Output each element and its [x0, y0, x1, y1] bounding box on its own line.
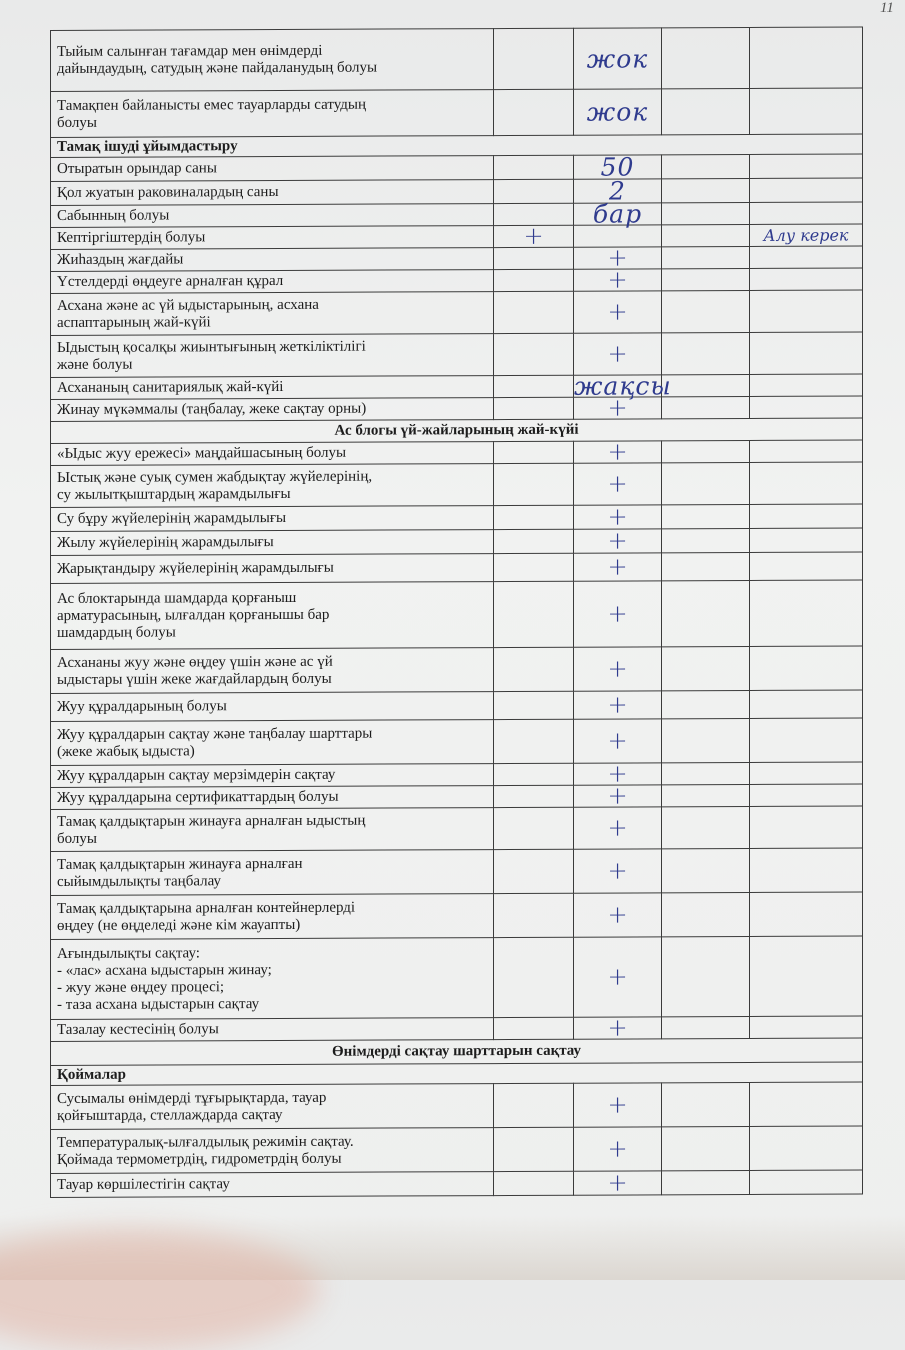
mark-cell-col-c: [750, 462, 863, 504]
mark-cell-col-c: [750, 1170, 863, 1194]
page-number: 11: [880, 0, 894, 16]
mark-cell-col-a: [494, 1127, 574, 1171]
mark-cell-col-c: [750, 178, 863, 202]
mark-cell-col-d: [662, 462, 750, 504]
mark-cell-col-d: [662, 646, 750, 690]
checklist-item-label: Тауар көршілестігін сақтау: [51, 1172, 494, 1198]
checklist-row: [51, 892, 863, 940]
checklist-row: [51, 936, 863, 1020]
mark-cell-col-d: [662, 396, 750, 418]
mark-cell-col-b: +: [574, 893, 662, 937]
checklist-row: [51, 290, 863, 336]
mark-cell-col-c: [750, 646, 863, 690]
checklist-row: [51, 580, 863, 650]
mark-cell-col-c: [750, 762, 863, 784]
checklist-item-label: Жарықтандыру жүйелерінің жарамдылығы: [51, 554, 494, 584]
checklist-row: [51, 646, 863, 694]
mark-cell-col-d: [662, 784, 750, 806]
mark-cell-col-b: +: [574, 553, 662, 581]
checklist-row: [51, 88, 863, 138]
mark-cell-col-c: [750, 27, 863, 88]
mark-cell-col-a: [494, 333, 574, 375]
checklist-item-label: Отыратын орындар саны: [51, 156, 494, 182]
checklist-item-label: Тамақ қалдықтарын жинауға арналған сыйымдылықты таңбалау: [51, 850, 494, 896]
checklist-item-label: Жылу жүйелерінің жарамдылығы: [51, 530, 494, 556]
mark-cell-col-d: [662, 88, 750, 134]
mark-cell-col-b: +: [574, 691, 662, 719]
mark-cell-col-a: [494, 269, 574, 291]
mark-cell-col-b: жок: [574, 28, 662, 89]
mark-cell-col-c: [750, 374, 863, 396]
checklist-item-label: Температуралық-ылғалдылық режимін сақтау. Қоймада термометрдің, гидрометрдің болуы: [51, 1128, 494, 1174]
mark-cell-col-b: +: [574, 463, 662, 505]
mark-cell-col-d: [662, 504, 750, 528]
checklist-item-label: Ас блоктарында шамдарда қорғаныш арматурасының, ылғалдан қорғанышы бар шамдардың болуы: [51, 582, 494, 650]
checklist-row: [51, 1126, 863, 1174]
section-heading-row: [51, 1038, 863, 1066]
checklist-item-label: Су бұру жүйелерінің жарамдылығы: [51, 506, 494, 532]
mark-cell-col-b: +: [574, 647, 662, 691]
mark-cell-col-a: +: [494, 225, 574, 247]
mark-cell-col-a: [494, 28, 574, 89]
mark-cell-col-c: [750, 1016, 863, 1038]
mark-cell-col-c: [750, 528, 863, 552]
checklist-row: [51, 1170, 863, 1198]
mark-cell-col-d: [662, 1016, 750, 1038]
mark-cell-col-d: [662, 178, 750, 202]
checklist-row: [51, 806, 863, 852]
mark-cell-col-b: +: [574, 1017, 662, 1039]
mark-cell-col-c: Алу керек: [750, 224, 863, 246]
checklist-item-label: Тамақпен байланысты емес тауарларды сатудың болуы: [51, 90, 494, 138]
mark-cell-col-b: жок: [574, 89, 662, 135]
checklist-row: [51, 848, 863, 896]
checklist-item-label: Сабынның болуы: [51, 204, 494, 228]
checklist-item-label: Үстелдерді өңдеуге арналған құрал: [51, 270, 494, 294]
checklist-item-label: Жуу құралдарын сақтау және таңбалау шарттары (жеке жабық ыдыста): [51, 720, 494, 766]
mark-cell-col-a: [494, 505, 574, 529]
mark-cell-col-b: +: [574, 849, 662, 893]
mark-cell-col-c: [750, 88, 863, 134]
mark-cell-col-d: [662, 580, 750, 646]
mark-cell-col-b: +: [574, 785, 662, 807]
mark-cell-col-d: [662, 1126, 750, 1170]
checklist-item-label: Ыдыстың қосалқы жиынтығының жеткіліктілігі және болуы: [51, 334, 494, 378]
checklist-row: [51, 690, 863, 722]
inspection-checklist-table: [50, 26, 863, 1198]
mark-cell-col-d: [662, 528, 750, 552]
mark-cell-col-b: +: [574, 529, 662, 553]
mark-cell-col-d: [662, 440, 750, 462]
mark-cell-col-a: [494, 807, 574, 849]
checklist-row: [51, 718, 863, 766]
mark-cell-col-a: [494, 1171, 574, 1195]
mark-cell-col-a: [494, 529, 574, 553]
mark-cell-col-b: жақсы: [574, 371, 672, 401]
mark-cell-col-c: [750, 806, 863, 848]
subsection-heading: Қоймалар: [51, 1062, 863, 1086]
mark-cell-col-d: [662, 202, 750, 224]
inspection-checklist-sheet: [50, 30, 865, 1198]
mark-cell-col-a: [494, 375, 574, 397]
mark-cell-col-d: [662, 762, 750, 784]
mark-cell-col-d: [662, 1170, 750, 1194]
section-heading: Ас блогы үй-жайларының жай-күйі: [51, 418, 863, 444]
checklist-item-label: Жуу құралдарының болуы: [51, 692, 494, 722]
subsection-heading: Тамақ ішуді ұйымдастыру: [51, 134, 863, 158]
mark-cell-col-b: 50: [574, 155, 662, 179]
mark-cell-col-c: [750, 440, 863, 462]
mark-cell-col-b: +: [574, 807, 662, 849]
mark-cell-col-c: [750, 1126, 863, 1170]
mark-cell-col-b: +: [574, 581, 662, 647]
mark-cell-col-a: [494, 463, 574, 505]
mark-cell-col-a: [494, 291, 574, 333]
checklist-item-label: Ағындылықты сақтау: - «лас» асхана ыдыстарын жинау; - жуу және өңдеу процесі; - таза асхана ыдыстарын сақтау: [51, 938, 494, 1020]
mark-cell-col-a: [494, 647, 574, 691]
mark-cell-col-a: [494, 937, 574, 1017]
mark-cell-col-c: [750, 552, 863, 580]
mark-cell-col-b: +: [574, 1171, 662, 1195]
checklist-item-label: Жуу құралдарына сертификаттардың болуы: [51, 786, 494, 810]
mark-cell-col-c: [750, 290, 863, 332]
mark-cell-col-c: [750, 784, 863, 806]
checklist-row: [51, 332, 863, 378]
checklist-item-label: Тазалау кестесінің болуы: [51, 1018, 494, 1042]
mark-cell-col-c: [750, 332, 863, 374]
mark-cell-col-c: [750, 504, 863, 528]
mark-cell-col-c: [750, 936, 863, 1016]
mark-cell-col-d: [662, 848, 750, 892]
mark-cell-col-a: [494, 719, 574, 763]
checklist-body: [51, 27, 863, 1198]
mark-cell-col-d: [662, 1082, 750, 1126]
mark-cell-col-d: [662, 718, 750, 762]
checklist-row: [51, 462, 863, 508]
mark-cell-col-d: [662, 374, 750, 396]
checklist-row: [51, 528, 863, 556]
mark-cell-col-b: +: [574, 937, 662, 1017]
mark-cell-col-b: +: [574, 247, 662, 269]
checklist-row: [51, 154, 863, 182]
mark-cell-col-d: [662, 552, 750, 580]
mark-cell-col-c: [750, 718, 863, 762]
mark-cell-col-c: [750, 154, 863, 178]
checklist-item-label: «Ыдыс жуу ережесі» маңдайшасының болуы: [51, 442, 494, 466]
mark-cell-col-b: +: [574, 441, 662, 463]
mark-cell-col-d: [662, 936, 750, 1016]
mark-cell-col-d: [662, 690, 750, 718]
checklist-item-label: Асхананы жуу және өңдеу үшін және ас үй ыдыстары үшін жеке жағдайлардың болуы: [51, 648, 494, 694]
mark-cell-col-a: [494, 1083, 574, 1127]
checklist-item-label: Қол жуатын раковиналардың саны: [51, 180, 494, 206]
mark-cell-col-a: [494, 179, 574, 203]
mark-cell-col-b: +: [574, 763, 662, 785]
mark-cell-col-d: [662, 224, 750, 246]
mark-cell-col-a: [494, 581, 574, 647]
mark-cell-col-c: [750, 848, 863, 892]
mark-cell-col-a: [494, 441, 574, 463]
checklist-item-label: Жуу құралдарын сақтау мерзімдерін сақтау: [51, 764, 494, 788]
mark-cell-col-d: [662, 268, 750, 290]
mark-cell-col-d: [662, 27, 750, 88]
checklist-item-label: Ыстық және суық сумен жабдықтау жүйелерінің, су жылытқыштардың жарамдылығы: [51, 464, 494, 508]
mark-cell-col-a: [494, 553, 574, 581]
mark-cell-col-d: [662, 290, 750, 332]
mark-cell-col-c: [750, 268, 863, 290]
mark-cell-col-b: +: [574, 397, 662, 419]
mark-cell-col-d: [662, 892, 750, 936]
mark-cell-col-a: [494, 763, 574, 785]
mark-cell-col-b: +: [574, 1083, 662, 1127]
mark-cell-col-b: +: [574, 505, 662, 529]
mark-cell-col-a: [494, 247, 574, 269]
mark-cell-col-c: [750, 580, 863, 646]
mark-cell-col-d: [662, 806, 750, 848]
section-heading: Өнімдерді сақтау шарттарын сақтау: [51, 1038, 863, 1066]
checklist-item-label: Тамақ қалдықтарына арналған контейнерлерді өңдеу (не өңделеді және кім жауапты): [51, 894, 494, 940]
mark-cell-col-b: +: [574, 1127, 662, 1171]
mark-cell-col-a: [494, 691, 574, 719]
mark-cell-col-d: [662, 246, 750, 268]
mark-cell-col-b: 2: [574, 179, 662, 203]
mark-cell-col-b: +: [574, 333, 662, 375]
mark-cell-col-a: [494, 785, 574, 807]
mark-cell-col-d: [662, 154, 750, 178]
checklist-item-label: Сусымалы өнімдерді тұғырықтарда, тауар қойғыштарда, стеллаждарда сақтау: [51, 1084, 494, 1130]
mark-cell-col-c: [750, 246, 863, 268]
checklist-item-label: Тыйым салынған тағамдар мен өнімдерді дайындаудың, сатудың және пайдаланудың болуы: [51, 29, 494, 92]
mark-cell-col-a: [494, 893, 574, 937]
mark-cell-col-c: [750, 396, 863, 418]
checklist-item-label: Асхананың санитариялық жай-күйі: [51, 376, 494, 400]
mark-cell-col-d: [662, 332, 750, 374]
checklist-row: [51, 504, 863, 532]
checklist-row: [51, 552, 863, 584]
checklist-item-label: Жиһаздың жағдайы: [51, 248, 494, 272]
mark-cell-col-b: бар: [574, 203, 662, 225]
mark-cell-col-c: [750, 892, 863, 936]
mark-cell-col-a: [494, 155, 574, 179]
checklist-row: [51, 178, 863, 206]
checklist-item-label: Жинау мүкәммалы (таңбалау, жеке сақтау орны): [51, 398, 494, 422]
mark-cell-col-c: [750, 690, 863, 718]
mark-cell-col-c: [750, 202, 863, 224]
mark-cell-col-a: [494, 89, 574, 135]
mark-cell-col-a: [494, 397, 574, 419]
checklist-item-label: Кептіргіштердің болуы: [51, 226, 494, 250]
checklist-item-label: Тамақ қалдықтарын жинауға арналған ыдыстың болуы: [51, 808, 494, 852]
checklist-row: [51, 1082, 863, 1130]
mark-cell-col-c: [750, 1082, 863, 1126]
checklist-row: [51, 27, 863, 92]
mark-cell-col-b: +: [574, 291, 662, 333]
mark-cell-col-a: [494, 1017, 574, 1039]
checklist-item-label: Асхана және ас үй ыдыстарының, асхана аспаптарының жай-күйі: [51, 292, 494, 336]
mark-cell-col-b: +: [574, 269, 662, 291]
mark-cell-col-b: +: [574, 719, 662, 763]
mark-cell-col-a: [494, 849, 574, 893]
